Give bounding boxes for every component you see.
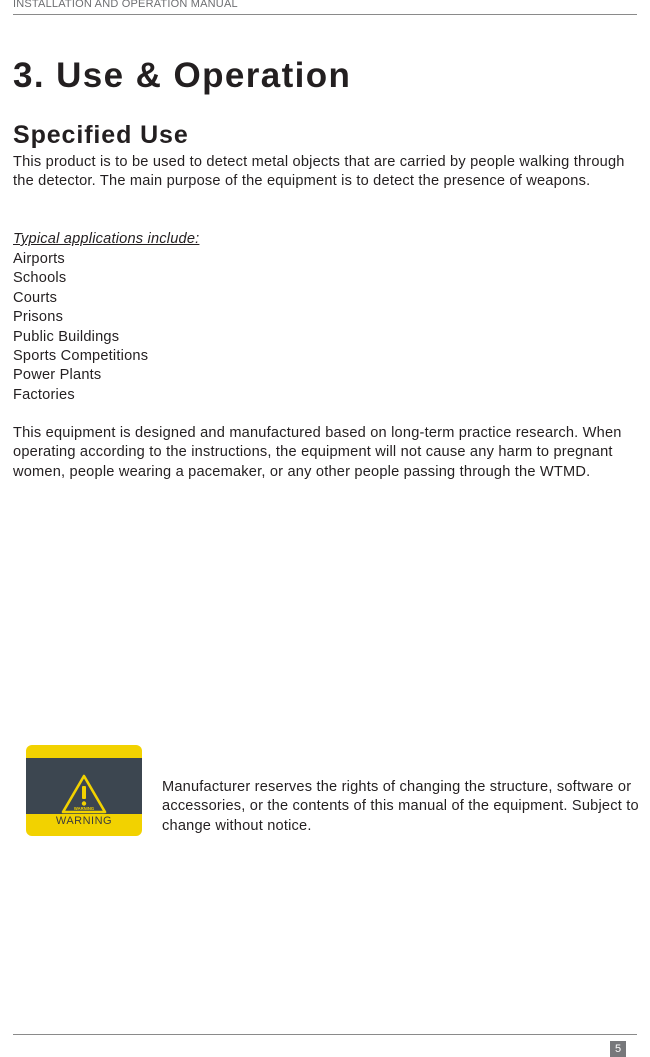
safety-paragraph: This equipment is designed and manufactured based on long-term practice research. When operating according to the instructions, the equipment will not cause any harm to pregnant women, people wearing a pacemaker, or any other people passing through the WTMD.: [13, 425, 622, 480]
footer-divider: [13, 1034, 637, 1035]
warning-sign-panel: [26, 758, 142, 814]
list-item: Sports Competitions: [13, 348, 149, 365]
change-notice: Manufacturer reserves the rights of changing the structure, software or accessories, or the contents of this manual of the equipment. Subject to change without notice.: [162, 779, 639, 834]
applications-heading: Typical applications include:: [13, 231, 200, 247]
list-item: Schools: [13, 270, 67, 287]
page-number: 5: [610, 1041, 626, 1057]
intro-paragraph: This product is to be used to detect metal objects that are carried by people walking through the detector. The main purpose of the equipment is to detect the presence of weapons.: [13, 154, 625, 190]
warning-icon-label: WARNING: [73, 806, 95, 811]
warning-label: WARNING: [55, 815, 113, 827]
list-item: Courts: [13, 289, 58, 306]
list-item: Airports: [13, 251, 65, 267]
list-item: Public Buildings: [13, 328, 120, 345]
list-item: Factories: [13, 386, 75, 403]
chapter-title: 3. Use & Operation: [13, 56, 352, 95]
list-item: Power Plants: [13, 367, 102, 384]
warning-sign: [26, 745, 142, 836]
applications-list: [13, 250, 148, 405]
header-divider: [13, 14, 637, 15]
section-title: Specified Use: [13, 121, 189, 149]
running-header: INSTALLATION AND OPERATION MANUAL: [13, 0, 238, 10]
list-item: Prisons: [13, 309, 64, 326]
warning-triangle-icon: [60, 773, 108, 815]
